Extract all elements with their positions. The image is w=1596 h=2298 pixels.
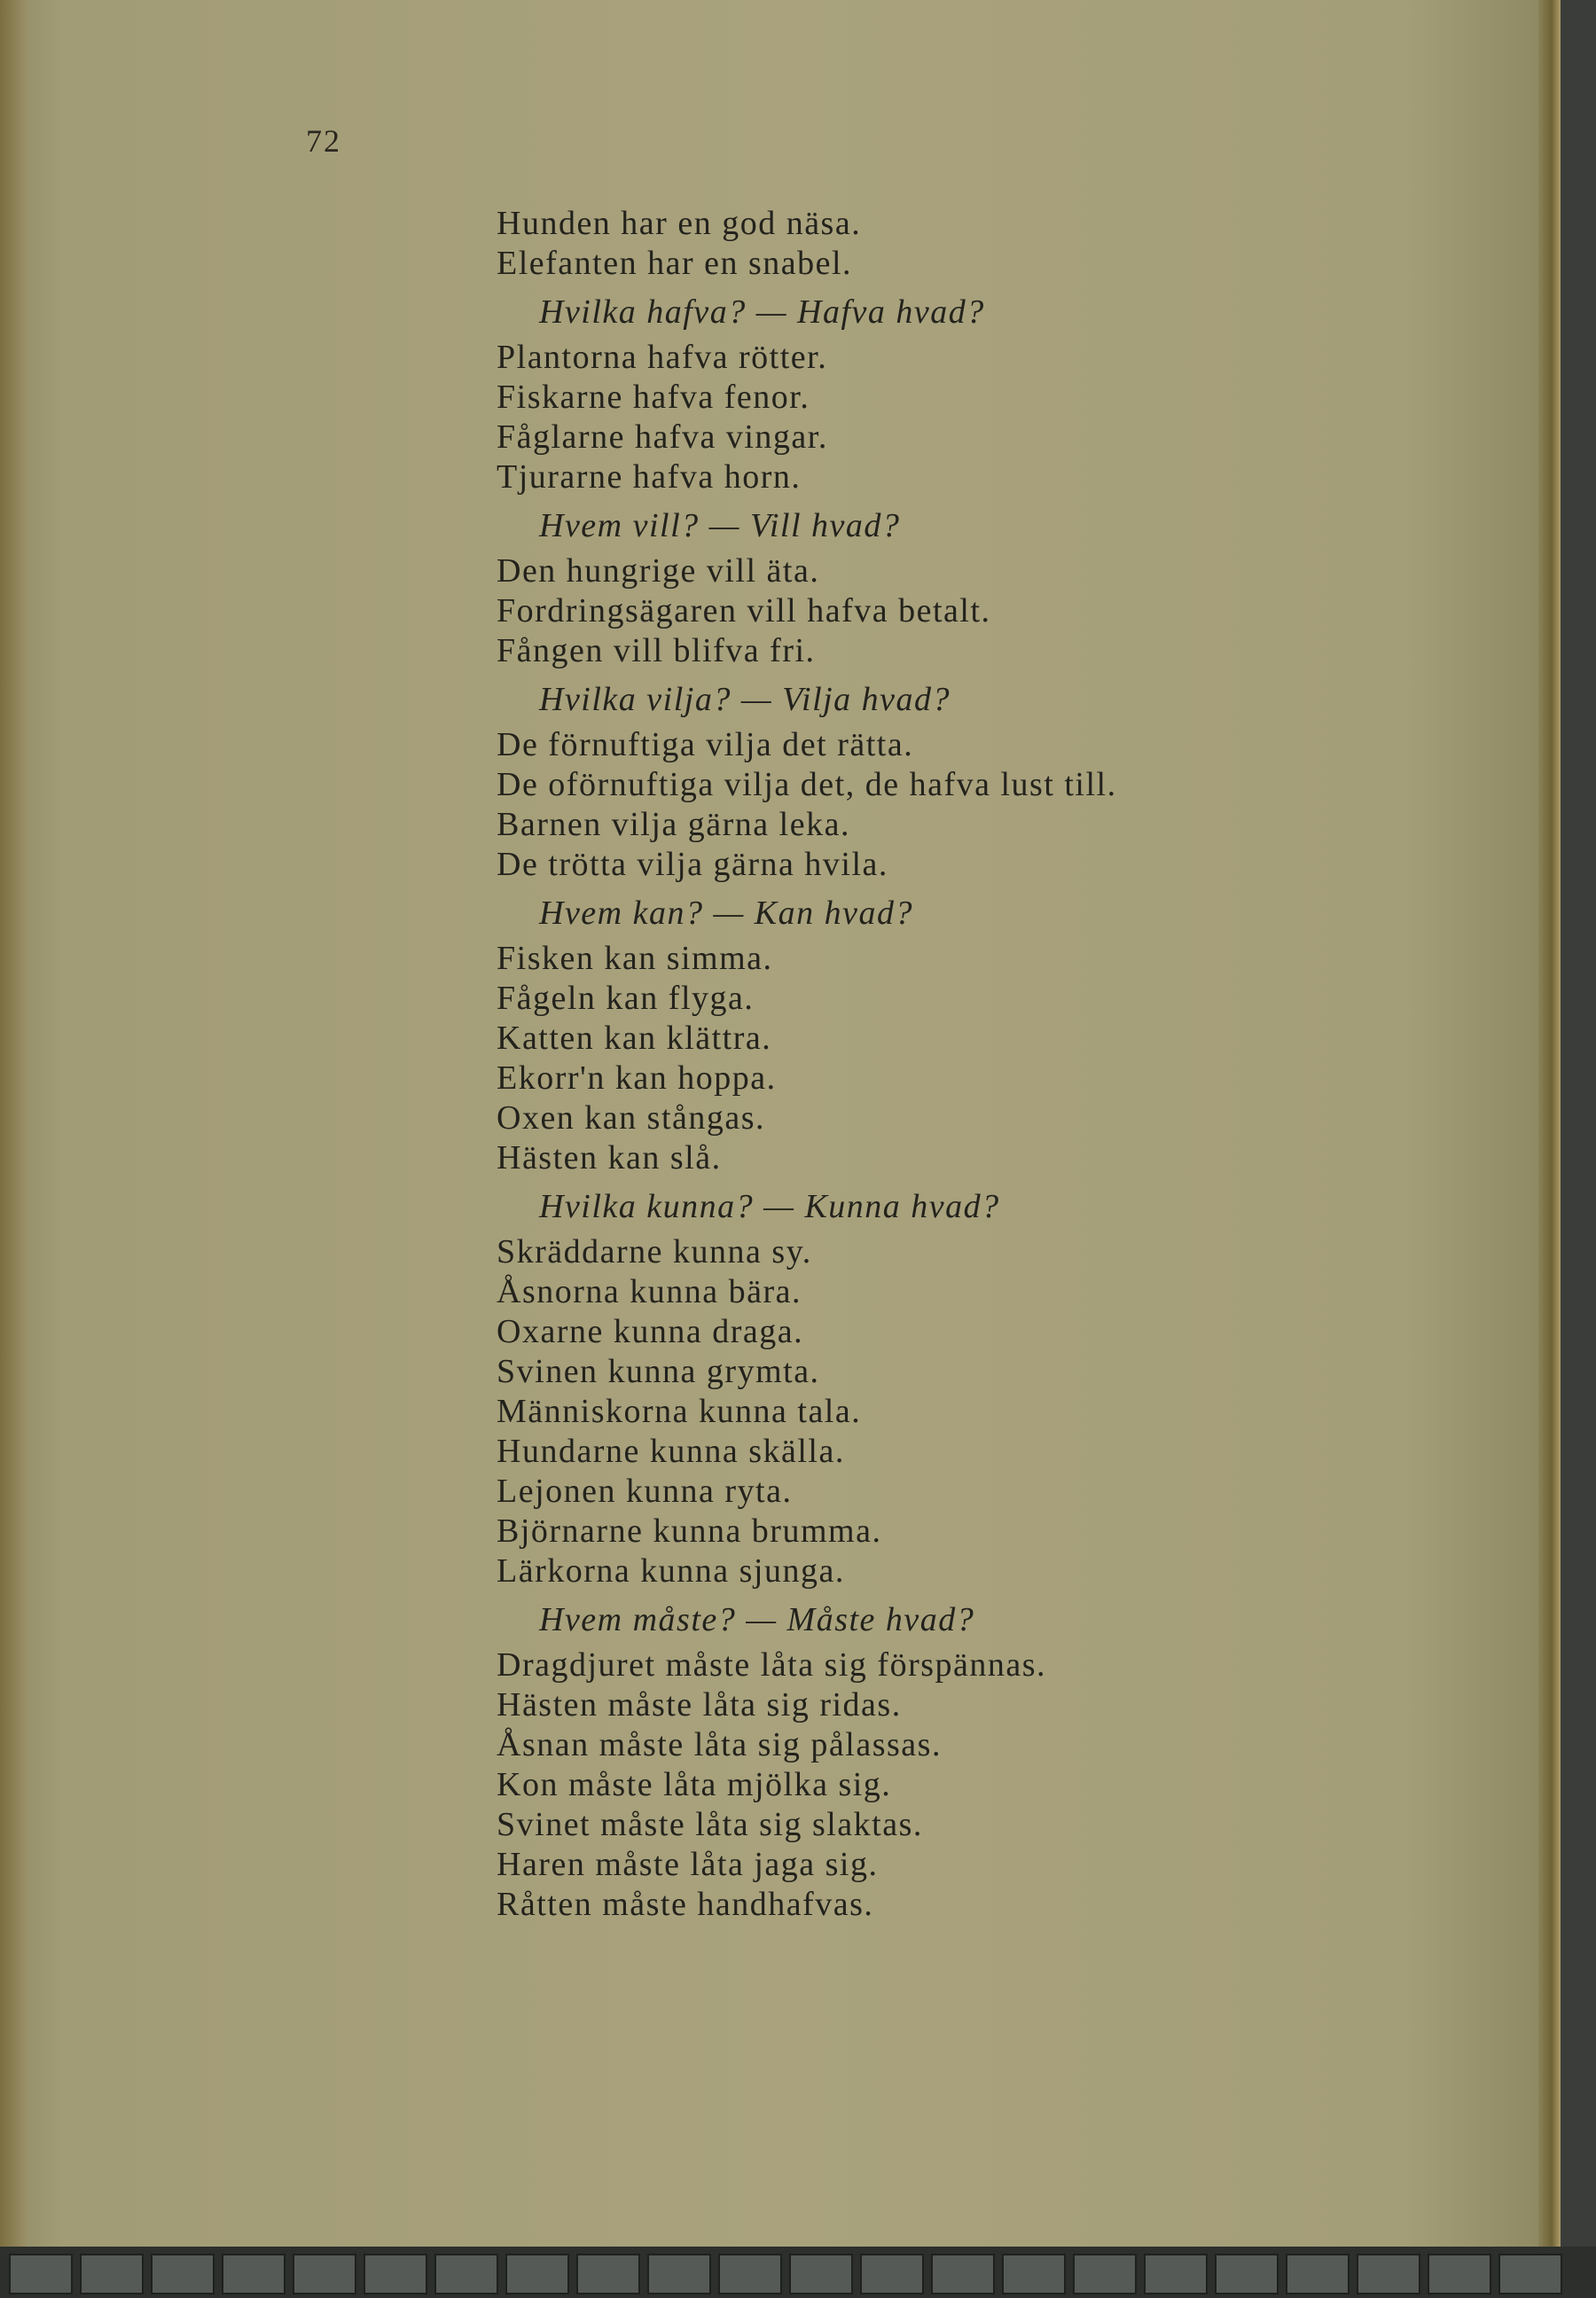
scale-cell: [1498, 2254, 1562, 2294]
section-heading: Hvilka kunna? — Kunna hvad?: [539, 1188, 1000, 1225]
scale-cell: [505, 2254, 569, 2294]
text-line: Hästen måste låta sig ridas.: [497, 1686, 902, 1724]
scale-cell: [1357, 2254, 1420, 2294]
text-line: Hästen kan slå.: [497, 1139, 722, 1176]
text-line: Haren måste låta jaga sig.: [497, 1846, 879, 1883]
text-line: Lärkorna kunna sjunga.: [497, 1552, 845, 1590]
scale-cell: [860, 2254, 924, 2294]
section-heading: Hvem vill? — Vill hvad?: [539, 507, 901, 544]
text-line: Dragdjuret måste låta sig förspännas.: [497, 1646, 1047, 1684]
scale-cell: [1215, 2254, 1279, 2294]
page-number: 72: [306, 123, 341, 159]
text-line: Plantorna hafva rötter.: [497, 339, 828, 376]
text-line: Björnarne kunna brumma.: [497, 1512, 882, 1550]
scale-cell: [1286, 2254, 1350, 2294]
text-line: Elefanten har en snabel.: [497, 245, 853, 282]
text-line: Svinen kunna grymta.: [497, 1353, 820, 1390]
scale-cell: [1073, 2254, 1137, 2294]
scale-cell: [151, 2254, 215, 2294]
scale-cell: [434, 2254, 498, 2294]
scale-cell: [931, 2254, 995, 2294]
scale-cell: [364, 2254, 427, 2294]
text-line: Åsnan måste låta sig pålassas.: [497, 1726, 942, 1763]
text-line: De trötta vilja gärna hvila.: [497, 846, 888, 883]
text-line: Hunden har en god näsa.: [497, 205, 862, 242]
text-line: Oxarne kunna draga.: [497, 1313, 804, 1350]
section-hvem-maste: [497, 1600, 1295, 1925]
scale-cell: [9, 2254, 73, 2294]
text-line: Fiskarne hafva fenor.: [497, 379, 810, 416]
scale-cell: [718, 2254, 782, 2294]
text-line: Svinet måste låta sig slaktas.: [497, 1806, 923, 1843]
section-hvilka-kunna: [497, 1187, 1295, 1591]
section-heading: Hvilka hafva? — Hafva hvad?: [539, 293, 985, 331]
scale-cell: [1428, 2254, 1491, 2294]
text-line: Fåglarne hafva vingar.: [497, 418, 828, 456]
text-line: Fågeln kan flyga.: [497, 980, 755, 1017]
text-line: Fisken kan simma.: [497, 940, 773, 977]
text-line: Ekorr'n kan hoppa.: [497, 1059, 777, 1097]
text-line: Åsnorna kunna bära.: [497, 1273, 802, 1310]
text-line: Lejonen kunna ryta.: [497, 1473, 793, 1510]
scale-cell: [222, 2254, 286, 2294]
text-line: De förnuftiga vilja det rätta.: [497, 726, 914, 763]
section-hvilka-hafva: [497, 293, 1295, 497]
section-hvilka-vilja: [497, 680, 1295, 885]
scanner-bed-strip: [0, 2247, 1596, 2298]
scale-cell: [789, 2254, 853, 2294]
text-line: Skräddarne kunna sy.: [497, 1233, 812, 1270]
text-line: Råtten måste handhafvas.: [497, 1886, 874, 1923]
text-line: Barnen vilja gärna leka.: [497, 806, 850, 843]
page-left-edge: [0, 0, 27, 2270]
section-hvem-kan: [497, 894, 1295, 1178]
text-line: Människorna kunna tala.: [497, 1393, 862, 1430]
text-line: Fordringsägaren vill hafva betalt.: [497, 592, 991, 629]
page-text: [497, 204, 1295, 1934]
scale-cell: [647, 2254, 711, 2294]
scale-cell: [293, 2254, 356, 2294]
text-line: Kon måste låta mjölka sig.: [497, 1766, 892, 1803]
scale-cell: [1144, 2254, 1208, 2294]
intro-block: [497, 204, 1295, 284]
text-line: Fången vill blifva fri.: [497, 632, 816, 669]
section-heading: Hvem kan? — Kan hvad?: [539, 895, 913, 932]
scale-cell: [80, 2254, 144, 2294]
scale-cell: [1002, 2254, 1066, 2294]
section-hvem-vill: [497, 506, 1295, 671]
text-line: Tjurarne hafva horn.: [497, 458, 802, 496]
section-heading: Hvem måste? — Måste hvad?: [539, 1601, 975, 1638]
text-line: Katten kan klättra.: [497, 1020, 772, 1057]
section-heading: Hvilka vilja? — Vilja hvad?: [539, 681, 951, 718]
scale-cell: [576, 2254, 640, 2294]
text-line: Oxen kan stångas.: [497, 1099, 766, 1137]
text-line: Hundarne kunna skälla.: [497, 1433, 845, 1470]
text-line: Den hungrige vill äta.: [497, 552, 820, 590]
text-line: De oförnuftiga vilja det, de hafva lust till.: [497, 766, 1117, 803]
page-right-edge: [1538, 0, 1561, 2270]
